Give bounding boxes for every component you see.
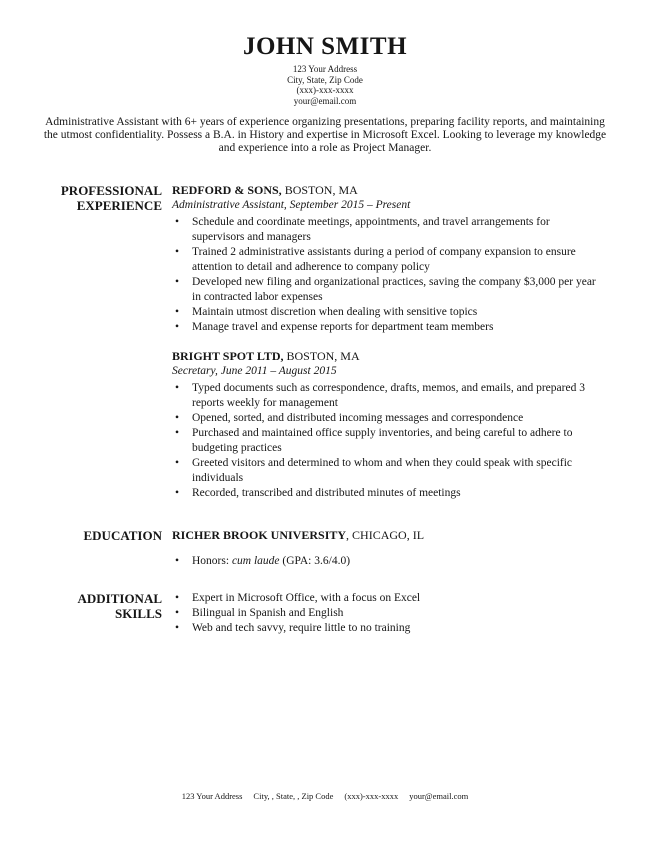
skills-content xyxy=(172,591,597,636)
section-experience xyxy=(40,183,597,501)
section-education xyxy=(40,528,597,569)
company-location: BOSTON, MA xyxy=(283,349,360,363)
section-heading-line: EXPERIENCE xyxy=(76,198,162,213)
job-bullet: • Purchased and maintained office supply inventories, and being careful to adhere to budgeting practices xyxy=(172,426,597,456)
name-title: JOHN SMITH xyxy=(242,33,408,60)
contact-block xyxy=(0,64,650,106)
section-heading-line: SKILLS xyxy=(115,606,162,621)
contact-city-state-zip: City, State, Zip Code xyxy=(287,74,363,85)
job-company-line xyxy=(172,349,597,364)
section-heading-line: PROFESSIONAL xyxy=(60,183,162,198)
education-honors-bullet xyxy=(172,554,597,569)
honors-distinction: cum laude xyxy=(231,555,280,567)
job-title-dates: Secretary, June 2011 – August 2015 xyxy=(172,365,337,377)
skill-bullet: • Bilingual in Spanish and English xyxy=(172,606,597,621)
job-company-line xyxy=(172,183,597,198)
skill-bullet: • Expert in Microsoft Office, with a focus on Excel xyxy=(172,591,597,606)
resume-header xyxy=(0,0,650,106)
school-location: , CHICAGO, IL xyxy=(346,528,425,542)
job-bullet: • Trained 2 administrative assistants during a period of company expansion to ensure attention to detail and adherence to company policy xyxy=(172,245,597,275)
contact-email: your@email.com xyxy=(293,95,357,106)
job-bullet: • Opened, sorted, and distributed incoming messages and correspondence xyxy=(172,411,597,426)
job-bullet-list xyxy=(172,381,597,501)
job-bullet: • Maintain utmost discretion when dealing with sensitive topics xyxy=(172,305,597,320)
honors-gpa: (GPA: 3.6/4.0) xyxy=(279,555,351,567)
company-name: REDFORD & SONS, xyxy=(172,183,282,197)
skills-bullet-list xyxy=(172,591,597,636)
summary-paragraph: Administrative Assistant with 6+ years of experience organizing presentations, preparing facility reports, and maintaining the utmost confidentiality. Possess a B.A. in History and expertise in Microsoft Excel. Looking to leverage my knowledge and experience into a role as Project Manager. xyxy=(43,116,607,154)
job-bullet: • Greeted visitors and determined to whom and when they could speak with specific individuals xyxy=(172,456,597,486)
section-heading-education xyxy=(40,528,162,569)
job-entry-redford xyxy=(172,183,597,335)
job-bullet: • Schedule and coordinate meetings, appointments, and travel arrangements for supervisors and managers xyxy=(172,215,597,245)
job-bullet: • Recorded, transcribed and distributed minutes of meetings xyxy=(172,486,597,501)
company-location: BOSTON, MA xyxy=(281,183,358,197)
section-heading-skills xyxy=(40,591,162,636)
section-heading-experience xyxy=(40,183,162,501)
education-bullet-list xyxy=(172,554,597,569)
footer-city-state-zip: City, , State, , Zip Code xyxy=(253,791,334,801)
job-bullet: • Typed documents such as correspondence, drafts, memos, and emails, and prepared 3 reports weekly for management xyxy=(172,381,597,411)
section-additional-skills xyxy=(40,591,597,636)
school-name: RICHER BROOK UNIVERSITY xyxy=(172,528,347,542)
job-bullet: • Developed new filing and organizational practices, saving the company $3,000 per year in contracted labor expenses xyxy=(172,275,597,305)
education-content xyxy=(172,528,597,569)
job-entry-bright-spot xyxy=(172,349,597,501)
experience-content xyxy=(172,183,597,501)
job-bullet: • Manage travel and expense reports for department team members xyxy=(172,320,597,335)
footer-address: 123 Your Address xyxy=(181,791,243,801)
contact-address: 123 Your Address xyxy=(292,64,358,74)
job-title-dates: Administrative Assistant, September 2015 – Present xyxy=(172,199,411,211)
contact-phone: (xxx)-xxx-xxxx xyxy=(296,85,354,95)
section-heading-line: EDUCATION xyxy=(83,528,162,543)
footer-email: your@email.com xyxy=(409,791,469,801)
resume-footer xyxy=(0,791,650,801)
skill-bullet: • Web and tech savvy, require little to no training xyxy=(172,621,597,636)
job-bullet-list xyxy=(172,215,597,335)
footer-phone: (xxx)-xxx-xxxx xyxy=(344,791,399,801)
school-line xyxy=(172,528,597,543)
section-heading-line: ADDITIONAL xyxy=(77,591,162,606)
honors-label: Honors: xyxy=(192,555,232,567)
company-name: BRIGHT SPOT LTD, xyxy=(172,349,284,363)
